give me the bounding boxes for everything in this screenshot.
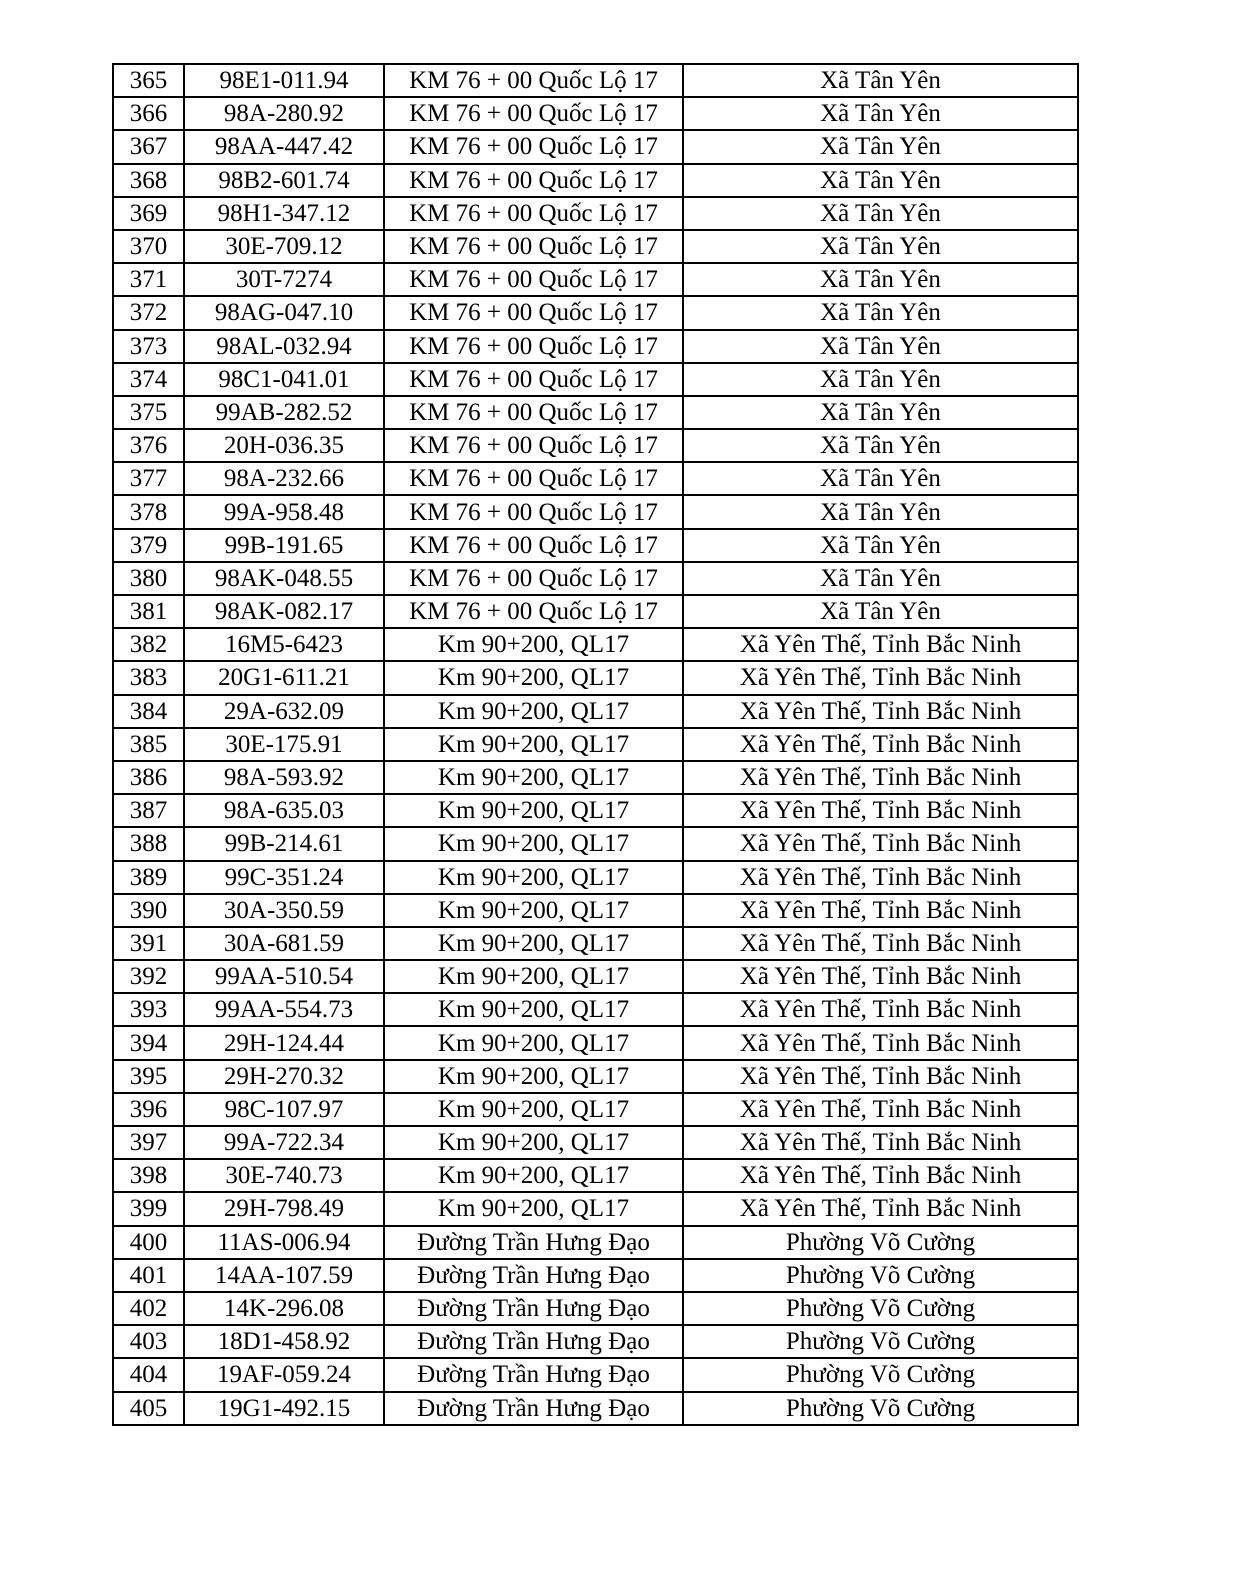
area-cell: Xã Tân Yên (683, 130, 1078, 163)
license-plate-cell: 99B-191.65 (184, 529, 384, 562)
area-cell: Xã Yên Thế, Tỉnh Bắc Ninh (683, 728, 1078, 761)
license-plate-cell: 98C-107.97 (184, 1093, 384, 1126)
violation-location-cell: KM 76 + 00 Quốc Lộ 17 (384, 230, 683, 263)
row-number-cell: 386 (113, 761, 184, 794)
violation-location-cell: Km 90+200, QL17 (384, 761, 683, 794)
table-row (113, 628, 1078, 661)
violation-location-cell: Đường Trần Hưng Đạo (384, 1392, 683, 1425)
area-cell: Phường Võ Cường (683, 1292, 1078, 1325)
area-cell: Xã Tân Yên (683, 64, 1078, 97)
license-plate-cell: 98AK-048.55 (184, 562, 384, 595)
row-number-cell: 377 (113, 462, 184, 495)
area-cell: Xã Yên Thế, Tỉnh Bắc Ninh (683, 1126, 1078, 1159)
license-plate-cell: 29H-124.44 (184, 1026, 384, 1059)
area-cell: Xã Tân Yên (683, 97, 1078, 130)
area-cell: Phường Võ Cường (683, 1358, 1078, 1391)
violation-location-cell: Km 90+200, QL17 (384, 1159, 683, 1192)
table-row (113, 429, 1078, 462)
table-row (113, 1292, 1078, 1325)
violation-location-cell: KM 76 + 00 Quốc Lộ 17 (384, 296, 683, 329)
violation-location-cell: Km 90+200, QL17 (384, 1026, 683, 1059)
area-cell: Xã Yên Thế, Tỉnh Bắc Ninh (683, 794, 1078, 827)
table-row (113, 263, 1078, 296)
row-number-cell: 368 (113, 164, 184, 197)
row-number-cell: 398 (113, 1159, 184, 1192)
license-plate-cell: 30A-681.59 (184, 927, 384, 960)
license-plate-cell: 19AF-059.24 (184, 1358, 384, 1391)
row-number-cell: 400 (113, 1226, 184, 1259)
license-plate-cell: 98H1-347.12 (184, 197, 384, 230)
license-plate-cell: 30E-740.73 (184, 1159, 384, 1192)
row-number-cell: 389 (113, 861, 184, 894)
row-number-cell: 390 (113, 894, 184, 927)
area-cell: Xã Tân Yên (683, 296, 1078, 329)
license-plate-cell: 99AA-554.73 (184, 993, 384, 1026)
license-plate-cell: 29H-270.32 (184, 1060, 384, 1093)
license-plate-cell: 98E1-011.94 (184, 64, 384, 97)
area-cell: Xã Tân Yên (683, 595, 1078, 628)
table-row (113, 1159, 1078, 1192)
area-cell: Xã Yên Thế, Tỉnh Bắc Ninh (683, 960, 1078, 993)
license-plate-cell: 16M5-6423 (184, 628, 384, 661)
violation-location-cell: Km 90+200, QL17 (384, 794, 683, 827)
row-number-cell: 365 (113, 64, 184, 97)
table-row (113, 363, 1078, 396)
table-row (113, 495, 1078, 528)
table-row (113, 894, 1078, 927)
area-cell: Xã Yên Thế, Tỉnh Bắc Ninh (683, 1093, 1078, 1126)
table-row (113, 827, 1078, 860)
violation-location-cell: Km 90+200, QL17 (384, 1192, 683, 1225)
area-cell: Xã Yên Thế, Tỉnh Bắc Ninh (683, 695, 1078, 728)
license-plate-cell: 19G1-492.15 (184, 1392, 384, 1425)
violation-location-cell: KM 76 + 00 Quốc Lộ 17 (384, 595, 683, 628)
row-number-cell: 387 (113, 794, 184, 827)
violation-location-cell: Km 90+200, QL17 (384, 827, 683, 860)
violation-location-cell: Km 90+200, QL17 (384, 661, 683, 694)
table-row (113, 1226, 1078, 1259)
violation-location-cell: KM 76 + 00 Quốc Lộ 17 (384, 529, 683, 562)
violation-location-cell: KM 76 + 00 Quốc Lộ 17 (384, 164, 683, 197)
license-plate-cell: 98A-593.92 (184, 761, 384, 794)
violation-location-cell: Km 90+200, QL17 (384, 1060, 683, 1093)
license-plate-cell: 11AS-006.94 (184, 1226, 384, 1259)
violation-location-cell: KM 76 + 00 Quốc Lộ 17 (384, 64, 683, 97)
violation-location-cell: KM 76 + 00 Quốc Lộ 17 (384, 97, 683, 130)
area-cell: Xã Tân Yên (683, 330, 1078, 363)
license-plate-cell: 98C1-041.01 (184, 363, 384, 396)
row-number-cell: 367 (113, 130, 184, 163)
license-plate-cell: 20H-036.35 (184, 429, 384, 462)
area-cell: Phường Võ Cường (683, 1392, 1078, 1425)
table-row (113, 1358, 1078, 1391)
area-cell: Xã Tân Yên (683, 396, 1078, 429)
table-row (113, 529, 1078, 562)
area-cell: Xã Yên Thế, Tỉnh Bắc Ninh (683, 761, 1078, 794)
violation-location-cell: KM 76 + 00 Quốc Lộ 17 (384, 396, 683, 429)
license-plate-cell: 30T-7274 (184, 263, 384, 296)
row-number-cell: 366 (113, 97, 184, 130)
row-number-cell: 382 (113, 628, 184, 661)
violation-location-cell: Đường Trần Hưng Đạo (384, 1358, 683, 1391)
license-plate-cell: 29A-632.09 (184, 695, 384, 728)
license-plate-cell: 99C-351.24 (184, 861, 384, 894)
row-number-cell: 404 (113, 1358, 184, 1391)
license-plate-cell: 98AL-032.94 (184, 330, 384, 363)
table-row (113, 164, 1078, 197)
violation-location-cell: Km 90+200, QL17 (384, 695, 683, 728)
violation-location-cell: Km 90+200, QL17 (384, 1126, 683, 1159)
violation-location-cell: KM 76 + 00 Quốc Lộ 17 (384, 462, 683, 495)
license-plate-cell: 99B-214.61 (184, 827, 384, 860)
area-cell: Xã Yên Thế, Tỉnh Bắc Ninh (683, 894, 1078, 927)
violation-location-cell: KM 76 + 00 Quốc Lộ 17 (384, 197, 683, 230)
row-number-cell: 385 (113, 728, 184, 761)
violation-location-cell: Km 90+200, QL17 (384, 960, 683, 993)
row-number-cell: 392 (113, 960, 184, 993)
row-number-cell: 383 (113, 661, 184, 694)
violation-location-cell: Đường Trần Hưng Đạo (384, 1226, 683, 1259)
table-row (113, 927, 1078, 960)
violation-location-cell: KM 76 + 00 Quốc Lộ 17 (384, 429, 683, 462)
area-cell: Xã Tân Yên (683, 562, 1078, 595)
row-number-cell: 374 (113, 363, 184, 396)
violation-location-cell: Km 90+200, QL17 (384, 728, 683, 761)
table-row (113, 761, 1078, 794)
area-cell: Xã Tân Yên (683, 462, 1078, 495)
license-plate-cell: 18D1-458.92 (184, 1325, 384, 1358)
violation-location-cell: KM 76 + 00 Quốc Lộ 17 (384, 130, 683, 163)
area-cell: Xã Yên Thế, Tỉnh Bắc Ninh (683, 661, 1078, 694)
row-number-cell: 405 (113, 1392, 184, 1425)
table-row (113, 993, 1078, 1026)
violation-location-cell: Km 90+200, QL17 (384, 993, 683, 1026)
row-number-cell: 371 (113, 263, 184, 296)
violation-location-cell: Đường Trần Hưng Đạo (384, 1292, 683, 1325)
area-cell: Phường Võ Cường (683, 1259, 1078, 1292)
table-row (113, 861, 1078, 894)
table-row (113, 130, 1078, 163)
row-number-cell: 402 (113, 1292, 184, 1325)
violation-location-cell: Km 90+200, QL17 (384, 628, 683, 661)
violation-location-cell: Đường Trần Hưng Đạo (384, 1325, 683, 1358)
table-row (113, 97, 1078, 130)
row-number-cell: 393 (113, 993, 184, 1026)
license-plate-cell: 30E-709.12 (184, 230, 384, 263)
table-row (113, 595, 1078, 628)
violation-location-cell: Đường Trần Hưng Đạo (384, 1259, 683, 1292)
row-number-cell: 380 (113, 562, 184, 595)
row-number-cell: 372 (113, 296, 184, 329)
license-plate-cell: 99AB-282.52 (184, 396, 384, 429)
table-body (113, 64, 1078, 1425)
row-number-cell: 391 (113, 927, 184, 960)
area-cell: Xã Yên Thế, Tỉnh Bắc Ninh (683, 1026, 1078, 1059)
license-plate-cell: 30E-175.91 (184, 728, 384, 761)
table-row (113, 64, 1078, 97)
table-row (113, 661, 1078, 694)
area-cell: Xã Yên Thế, Tỉnh Bắc Ninh (683, 927, 1078, 960)
table-row (113, 1192, 1078, 1225)
area-cell: Xã Tân Yên (683, 529, 1078, 562)
table-row (113, 1392, 1078, 1425)
area-cell: Xã Tân Yên (683, 230, 1078, 263)
violation-location-cell: KM 76 + 00 Quốc Lộ 17 (384, 562, 683, 595)
table-row (113, 1126, 1078, 1159)
license-plate-cell: 98AK-082.17 (184, 595, 384, 628)
area-cell: Xã Yên Thế, Tỉnh Bắc Ninh (683, 1159, 1078, 1192)
license-plate-cell: 99A-958.48 (184, 495, 384, 528)
license-plate-cell: 99A-722.34 (184, 1126, 384, 1159)
area-cell: Phường Võ Cường (683, 1226, 1078, 1259)
area-cell: Xã Yên Thế, Tỉnh Bắc Ninh (683, 1192, 1078, 1225)
license-plate-cell: 20G1-611.21 (184, 661, 384, 694)
area-cell: Xã Yên Thế, Tỉnh Bắc Ninh (683, 993, 1078, 1026)
license-plate-cell: 98A-280.92 (184, 97, 384, 130)
license-plate-cell: 98B2-601.74 (184, 164, 384, 197)
row-number-cell: 388 (113, 827, 184, 860)
license-plate-cell: 99AA-510.54 (184, 960, 384, 993)
area-cell: Phường Võ Cường (683, 1325, 1078, 1358)
row-number-cell: 401 (113, 1259, 184, 1292)
row-number-cell: 396 (113, 1093, 184, 1126)
row-number-cell: 397 (113, 1126, 184, 1159)
row-number-cell: 394 (113, 1026, 184, 1059)
license-plate-cell: 30A-350.59 (184, 894, 384, 927)
table-row (113, 960, 1078, 993)
license-plate-cell: 98AG-047.10 (184, 296, 384, 329)
row-number-cell: 403 (113, 1325, 184, 1358)
row-number-cell: 373 (113, 330, 184, 363)
violation-location-cell: Km 90+200, QL17 (384, 861, 683, 894)
table-row (113, 1259, 1078, 1292)
row-number-cell: 384 (113, 695, 184, 728)
violation-location-cell: Km 90+200, QL17 (384, 927, 683, 960)
row-number-cell: 395 (113, 1060, 184, 1093)
area-cell: Xã Yên Thế, Tỉnh Bắc Ninh (683, 628, 1078, 661)
row-number-cell: 379 (113, 529, 184, 562)
area-cell: Xã Tân Yên (683, 495, 1078, 528)
table-row (113, 462, 1078, 495)
area-cell: Xã Yên Thế, Tỉnh Bắc Ninh (683, 827, 1078, 860)
table-row (113, 296, 1078, 329)
license-plate-cell: 98AA-447.42 (184, 130, 384, 163)
area-cell: Xã Yên Thế, Tỉnh Bắc Ninh (683, 1060, 1078, 1093)
table-row (113, 230, 1078, 263)
table-row (113, 330, 1078, 363)
area-cell: Xã Tân Yên (683, 164, 1078, 197)
violation-location-cell: KM 76 + 00 Quốc Lộ 17 (384, 263, 683, 296)
license-plate-cell: 98A-635.03 (184, 794, 384, 827)
license-plate-cell: 29H-798.49 (184, 1192, 384, 1225)
row-number-cell: 375 (113, 396, 184, 429)
table-row (113, 1093, 1078, 1126)
license-plate-cell: 98A-232.66 (184, 462, 384, 495)
row-number-cell: 376 (113, 429, 184, 462)
row-number-cell: 369 (113, 197, 184, 230)
table-row (113, 728, 1078, 761)
violation-location-cell: Km 90+200, QL17 (384, 1093, 683, 1126)
table-row (113, 197, 1078, 230)
table-row (113, 794, 1078, 827)
violation-location-cell: KM 76 + 00 Quốc Lộ 17 (384, 363, 683, 396)
area-cell: Xã Yên Thế, Tỉnh Bắc Ninh (683, 861, 1078, 894)
table-row (113, 695, 1078, 728)
row-number-cell: 399 (113, 1192, 184, 1225)
row-number-cell: 378 (113, 495, 184, 528)
violation-location-cell: KM 76 + 00 Quốc Lộ 17 (384, 495, 683, 528)
violation-location-cell: KM 76 + 00 Quốc Lộ 17 (384, 330, 683, 363)
area-cell: Xã Tân Yên (683, 429, 1078, 462)
table-row (113, 1026, 1078, 1059)
license-plate-cell: 14K-296.08 (184, 1292, 384, 1325)
row-number-cell: 370 (113, 230, 184, 263)
row-number-cell: 381 (113, 595, 184, 628)
violation-location-cell: Km 90+200, QL17 (384, 894, 683, 927)
area-cell: Xã Tân Yên (683, 363, 1078, 396)
table-row (113, 1325, 1078, 1358)
table-row (113, 396, 1078, 429)
area-cell: Xã Tân Yên (683, 197, 1078, 230)
area-cell: Xã Tân Yên (683, 263, 1078, 296)
table-row (113, 562, 1078, 595)
license-plate-cell: 14AA-107.59 (184, 1259, 384, 1292)
table-row (113, 1060, 1078, 1093)
violation-table (112, 63, 1079, 1426)
